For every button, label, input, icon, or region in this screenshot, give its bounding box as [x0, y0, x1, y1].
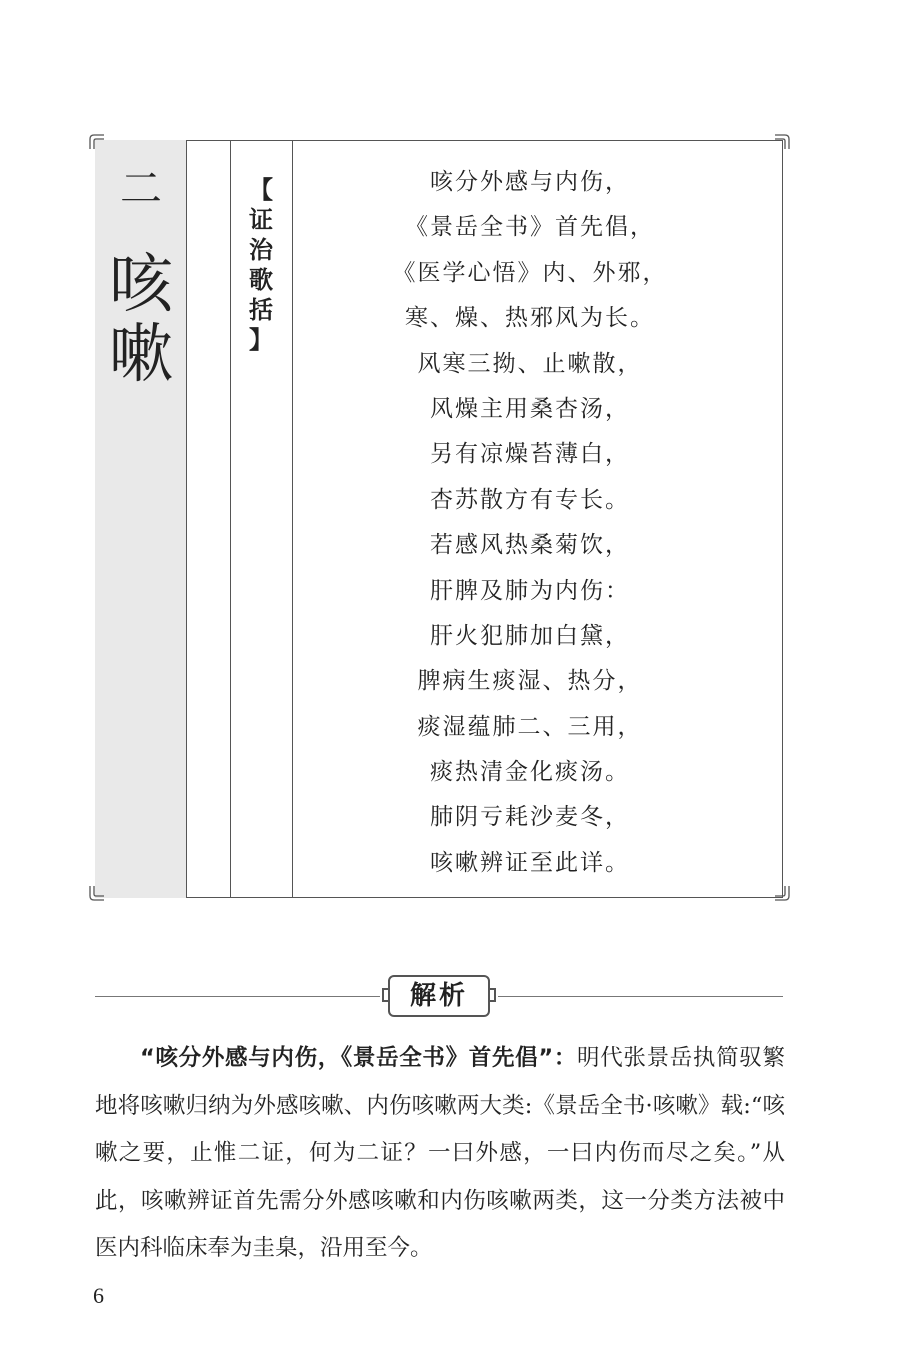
poem-line: 另有凉燥苔薄白，: [430, 441, 630, 468]
section-label-char: 】: [249, 325, 273, 354]
column-divider: [292, 140, 293, 898]
section-label-char: 【: [249, 175, 273, 204]
analysis-header: [95, 975, 783, 1019]
poem-line: 痰湿蕴肺二、三用，: [417, 713, 643, 740]
poem-line: 脾病生痰湿、热分，: [417, 668, 643, 695]
page-number: 6: [93, 1283, 104, 1308]
poem-line: 《景岳全书》首先倡，: [405, 214, 655, 241]
analysis-badge: 解析: [388, 975, 490, 1017]
poem-line: 风寒三拗、止嗽散，: [417, 350, 643, 377]
section-label-char: 治: [249, 235, 273, 264]
chapter-title: [95, 250, 187, 390]
poem-line: 若感风热桑菊饮，: [430, 532, 630, 559]
poem-line: 寒、燥、热邪风为长。: [405, 305, 655, 332]
poem-line: 咳分外感与内伤，: [430, 169, 630, 195]
poem-line: 肝脾及肺为内伤：: [430, 577, 630, 604]
verse-poem: [300, 160, 760, 886]
poem-line: 咳嗽辨证至此详。: [430, 849, 630, 876]
corner-ornament-icon: [88, 133, 106, 151]
divider-line: [498, 996, 783, 997]
poem-line: 肺阴亏耗沙麦冬，: [430, 804, 630, 831]
chapter-title-char: 咳: [109, 248, 173, 322]
poem-line: 风燥主用桑杏汤，: [430, 395, 630, 422]
chapter-number: 二: [119, 164, 162, 213]
poem-line: 痰热清金化痰汤。: [430, 759, 630, 786]
divider-line: [95, 996, 380, 997]
corner-ornament-icon: [773, 133, 791, 151]
corner-ornament-icon: [773, 884, 791, 902]
section-label-char: 证: [249, 205, 273, 234]
chapter-title-char: 嗽: [109, 318, 173, 392]
poem-line: 杏苏散方有专长。: [430, 486, 630, 513]
section-label-char: 歌: [249, 265, 273, 294]
section-label-char: 括: [249, 295, 273, 324]
corner-ornament-icon: [88, 884, 106, 902]
analysis-lead: “咳分外感与内伤，《景岳全书》首先倡”：: [140, 1045, 578, 1071]
section-label: [236, 175, 286, 355]
poem-line: 《医学心悟》内、外邪，: [392, 259, 668, 286]
analysis-paragraph: [95, 1035, 785, 1273]
poem-line: 肝火犯肺加白黛，: [430, 622, 630, 649]
column-divider: [230, 140, 231, 898]
analysis-text: 明代张景岳执简驭繁地将咳嗽归纳为外感咳嗽、内伤咳嗽两大类:《景岳全书·咳嗽》载:“咳嗽之要，止惟二证，何为二证？一曰外感，一曰内伤而尽之矣。”从此，咳嗽辨证首先需分外感咳嗽和内伤咳嗽两类，这一分类方法被中医内科临床奉为圭臬，沿用至今。: [95, 1045, 785, 1261]
